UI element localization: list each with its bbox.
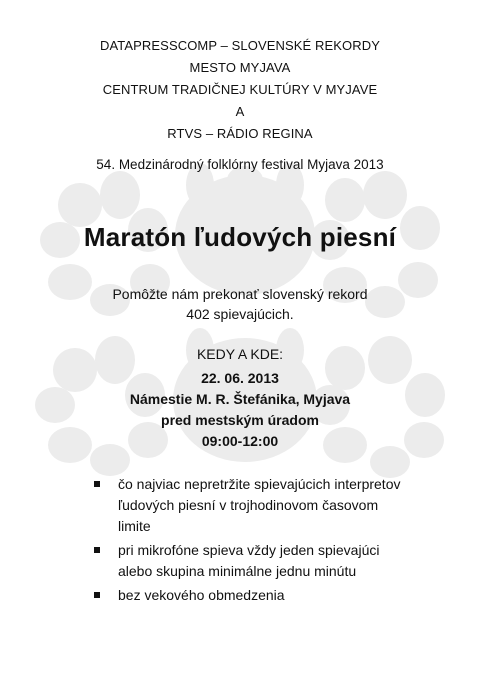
- list-item: [94, 474, 474, 537]
- when-where-label: KEDY A KDE:: [196, 346, 284, 362]
- bullet-icon: [94, 592, 100, 598]
- rule-line: pri mikrofóne spieva vždy jeden spievajúci: [118, 542, 380, 558]
- event-date: 22. 06. 2013: [201, 370, 279, 386]
- intro-line: 402 spievajúcich.: [186, 306, 294, 322]
- rule-line: limite: [118, 518, 151, 534]
- event-place: Námestie M. R. Štefánika, Myjava: [129, 391, 351, 407]
- list-item: [94, 540, 474, 582]
- page-title: Maratón ľudových piesní: [83, 222, 397, 252]
- event-time: 09:00-12:00: [201, 433, 279, 449]
- organizer-line: CENTRUM TRADIČNEJ KULTÚRY V MYJAVE: [102, 82, 378, 97]
- bullet-icon: [94, 481, 100, 487]
- organizers-block: [0, 35, 480, 145]
- rule-line: čo najviac nepretržite spievajúcich interpretov: [118, 476, 401, 492]
- bullet-icon: [94, 547, 100, 553]
- rule-line: ľudových piesní v trojhodinovom časovom: [118, 497, 379, 513]
- list-item: [94, 585, 474, 606]
- organizer-line: A: [235, 104, 245, 119]
- event-details: [0, 368, 480, 452]
- festival-name: 54. Medzinárodný folklórny festival Myjava 2013: [96, 157, 384, 172]
- rule-line: alebo skupina minimálne jednu minútu: [118, 563, 357, 579]
- intro-text: [0, 284, 480, 324]
- organizer-line: DATAPRESSCOMP – SLOVENSKÉ REKORDY: [100, 38, 380, 53]
- event-place-detail: pred mestským úradom: [161, 412, 319, 428]
- rule-line: bez vekového obmedzenia: [118, 587, 285, 603]
- organizer-line: MESTO MYJAVA: [189, 60, 291, 75]
- rules-list: [94, 474, 474, 609]
- organizer-line: RTVS – RÁDIO REGINA: [167, 126, 313, 141]
- intro-line: Pomôžte nám prekonať slovenský rekord: [112, 286, 368, 302]
